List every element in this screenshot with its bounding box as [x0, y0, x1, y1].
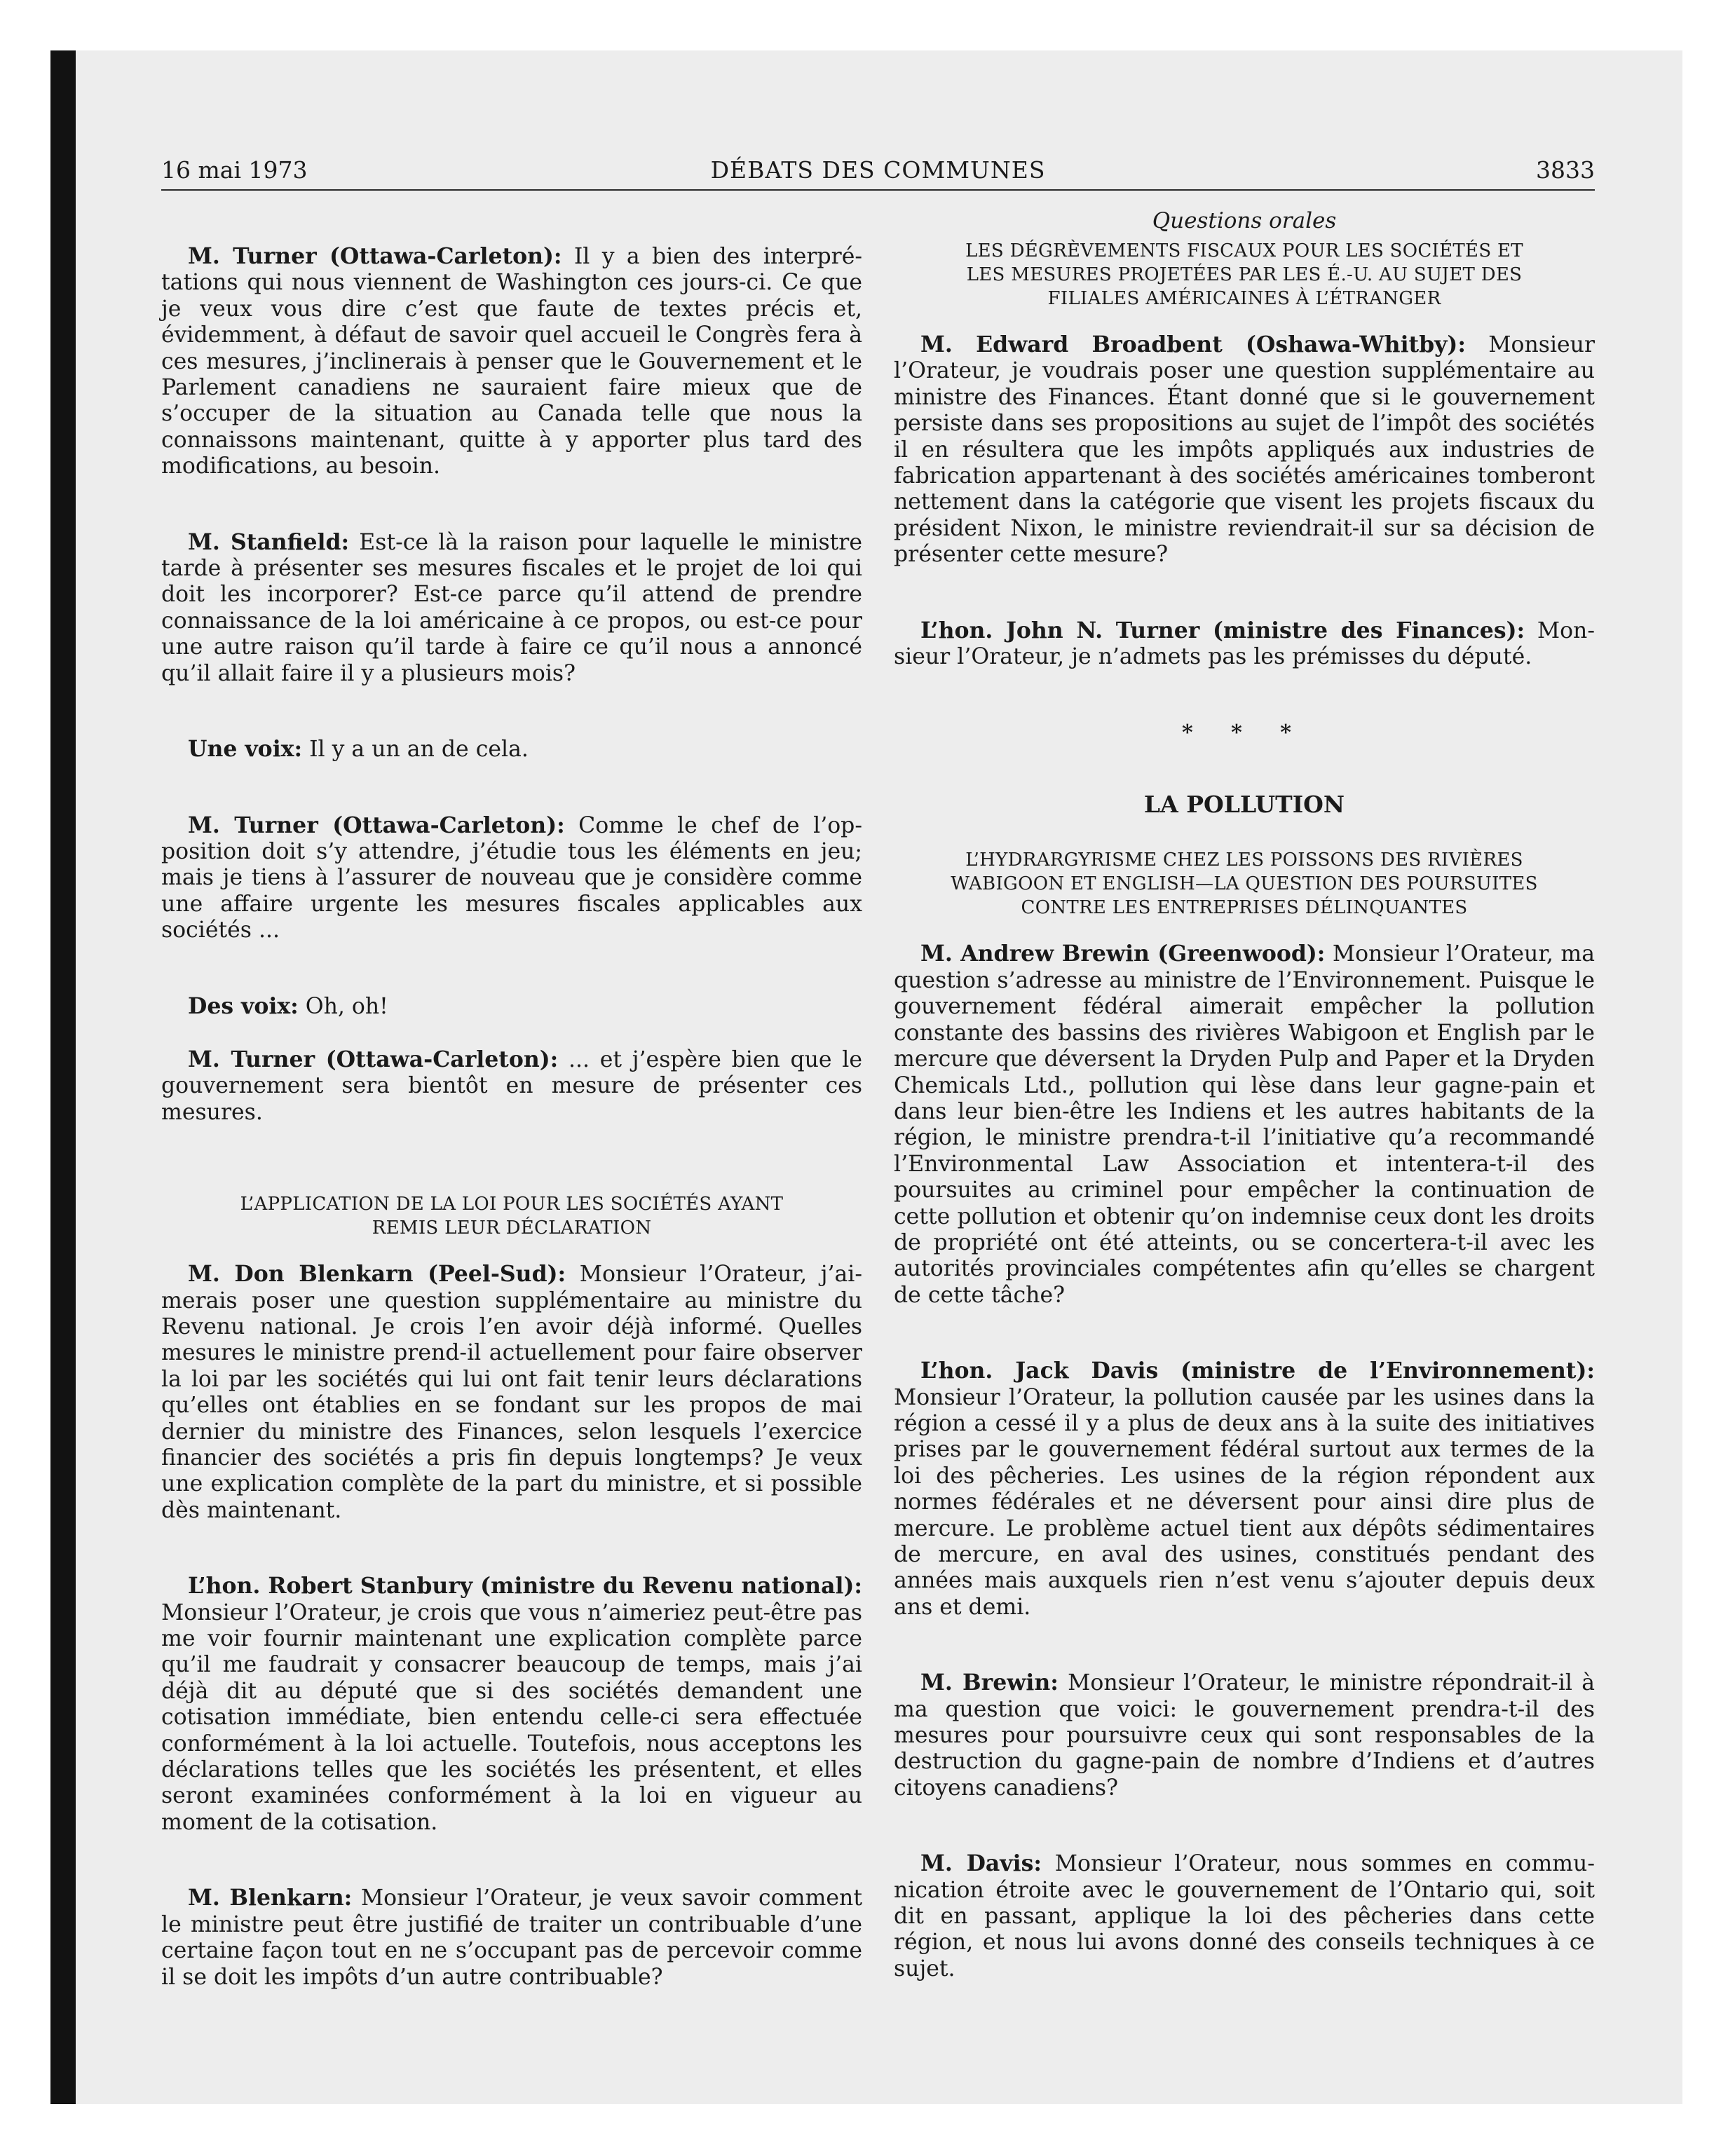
speech-paragraph [161, 1046, 862, 1126]
speaker-name: L’hon. Robert Stanbury (ministre du Revenu national): [188, 1573, 862, 1599]
speaker-name: M. Stanfield: [188, 528, 350, 555]
section-title: LA POLLUTION [1143, 791, 1345, 819]
speaker-name: M. Edward Broadbent (Oshawa-Whitby): [920, 332, 1466, 357]
subheading-line: CONTRE LES ENTREPRISES DÉLINQUANTES [1021, 897, 1468, 919]
speech-text: Est-ce là la raison pour laquelle le ministre tarde à présenter ses mesures fiscales et le projet de loi qui doit les incorporer? Est-ce parce qu’il attend de prendre connaissance de la loi américaine à ce propos, ou est-ce pour une autre raison qu’il tarde à faire ce qu’il nous a annoncé qu’il allait faire il y a plusieurs mois? [161, 529, 862, 686]
subheading-line: L’HYDRARGYRISME CHEZ LES POISSONS DES RIVIÈRES [965, 850, 1523, 871]
speech-text: Monsieur l’Orateur, je n’admets pas les prémisses du député. [894, 618, 1595, 670]
speech-paragraph [161, 993, 862, 1020]
speech-text: Oh, oh! [298, 993, 388, 1019]
speech-paragraph [161, 243, 862, 480]
speech-text: ... et j’espère bien que le gouvernement sera bientôt en mesure de présenter ces mesures. [161, 1046, 862, 1125]
speaker-name: M. Don Blenkarn (Peel-Sud): [188, 1261, 566, 1288]
speech-paragraph [894, 618, 1595, 671]
subheading-line: LES DÉGRÈVEMENTS FISCAUX POUR LES SOCIÉTÉS ET [965, 240, 1523, 261]
speech-text: Comme le chef de l’opposition doit s’y attendre, j’étudie tous les éléments en jeu; mais je tiens à l’assurer de nouveau que je considère comme une affaire urgente les mesures fiscales applicables aux sociétés ... [161, 812, 863, 943]
speech-text: Monsieur l’Orateur, le ministre répondrait-il à ma question que voici: le gouvernement prendra-t-il des mesures pour poursuivre ceux qui sont responsables de la destruction du gagne-pain de nombre d’Indiens et d’autres citoyens canadiens? [894, 1670, 1595, 1801]
speaker-name: M. Turner (Ottawa-Carleton): [188, 812, 565, 838]
speech-text: Monsieur l’Orateur, je veux savoir comment le ministre peut être justifié de traiter un contribuable d’une certaine façon tout en ne s’occupant pas de percevoir comme il se doit les impôts d’un autre contribuable? [161, 1885, 862, 1990]
speaker-name: M. Turner (Ottawa-Carleton): [188, 243, 562, 269]
subheading-line: FILIALES AMÉRICAINES À L’ÉTRANGER [1047, 288, 1441, 309]
speech-paragraph [894, 1670, 1595, 1801]
speech-paragraph [161, 529, 862, 687]
speech-paragraph [161, 1573, 862, 1836]
speaker-name: L’hon. John N. Turner (ministre des Finances): [920, 617, 1525, 643]
speech-paragraph [894, 1358, 1595, 1621]
subheading-line: L’APPLICATION DE LA LOI POUR LES SOCIÉTÉS AYANT [240, 1194, 784, 1215]
right-column [894, 207, 1595, 2031]
binding-edge [50, 50, 76, 2104]
speaker-name: Une voix: [188, 736, 303, 763]
rubric-title: Questions orales [1152, 208, 1337, 233]
speaker-name: M. Blenkarn: [188, 1885, 353, 1911]
speech-text: Monsieur l’Orateur, la pollution causée par les usines dans la région a cessé il y a plus de deux ans à la suite des initiatives prises par le gouvernement fédéral surtout aux termes de la loi des pêcheries. Les usines de la région répondent aux normes fédérales et ne déversent pour ainsi dire plus de mercure. Le problème actuel tient aux dépôts sédimentaires de mercure, en aval des usines, constitués pendant des années mais auxquels rien n’est venu s’ajouter depuis deux ans et demi. [894, 1384, 1595, 1620]
section-subheading [894, 848, 1595, 920]
speech-paragraph [161, 1261, 862, 1524]
subheading-line: WABIGOON ET ENGLISH—LA QUESTION DES POURSUITES [951, 873, 1538, 895]
left-column [161, 207, 862, 2040]
speaker-name: L’hon. Jack Davis (ministre de l’Environnement): [920, 1358, 1595, 1384]
header-title: DÉBATS DES COMMUNES [710, 156, 1046, 184]
speaker-name: M. Turner (Ottawa-Carleton): [188, 1046, 559, 1072]
speech-text: Monsieur l’Orateur, ma question s’adresse au ministre de l’Environnement. Puisque le gouvernement fédéral aimerait empêcher la pollution constante des bassins des rivières Wabigoon et English par le mercure que déversent la Dryden Pulp and Paper et la Dryden Chemicals Ltd., pollution qui lèse dans leur gagne-pain et dans leur bien-être les Indiens et les autres habitants de la région, le ministre prendra-t-il l’initiative qu’a recommandé l’Environmental Law Association et intentera-t-il des poursuites au criminel pour empêcher la continuation de cette pollution et obtenir qu’on indemnise ceux dont les droits de propriété ont été atteints, ou se concertera-t-il avec les autorités provinciales compétentes afin qu’elles se chargent de cette tâche? [894, 941, 1595, 1308]
header-date: 16 mai 1973 [161, 156, 308, 184]
speech-text: Monsieur l’Orateur, j’aimerais poser une question supplémentaire au ministre du Revenu national. Je crois l’en avoir déjà informé. Quelles mesures le ministre prend-il actuellement pour faire observer la loi par les sociétés qui lui ont fait tenir leurs déclarations qu’elles ont établies en se fondant sur les propos de mai dernier du ministre des Finances, selon lesquels l’exercice financier des sociétés a pris fin depuis longtemps? Je veux une explication complète de la part du ministre, et si possible dès maintenant. [161, 1262, 863, 1523]
speech-paragraph [894, 941, 1595, 1309]
speaker-name: M. Davis: [920, 1850, 1042, 1877]
speech-paragraph [161, 1885, 862, 1991]
speech-text: Monsieur l’Orateur, je crois que vous n’aimeriez peut-être pas me voir fournir maintenant une explication complète parce qu’il me faudrait y consacrer beaucoup de temps, mais j’ai déjà dit au député que si des sociétés demandent une cotisation immédiate, bien entendu celle-ci sera effectuée conformément à la loi actuelle. Toutefois, nous acceptons les déclarations telles que les sociétés les présentent, et elles seront examinées conformément à la loi en vigueur au moment de la cotisation. [161, 1599, 862, 1835]
subheading-line: LES MESURES PROJETÉES PAR LES É.-U. AU SUJET DES [966, 264, 1523, 285]
speaker-name: Des voix: [188, 992, 299, 1019]
speech-paragraph [894, 332, 1595, 568]
section-subheading [161, 1192, 862, 1240]
subheading-line: REMIS LEUR DÉCLARATION [372, 1217, 652, 1239]
speaker-name: M. Brewin: [920, 1670, 1059, 1696]
speech-paragraph [161, 812, 862, 944]
section-separator: * * * [1182, 721, 1307, 746]
speech-text: Il y a un an de cela. [302, 737, 529, 763]
speech-text: Monsieur l’Orateur, nous sommes en communication étroite avec le gouvernement de l’Ontario qui, soit dit en passant, applique la loi des pêcheries dans cette région, et nous lui avons donné des conseils techniques à ce sujet. [894, 1851, 1595, 1981]
speech-paragraph [894, 1850, 1595, 1982]
speaker-name: M. Andrew Brewin (Greenwood): [920, 941, 1326, 967]
header-page-number: 3833 [1536, 156, 1595, 184]
speech-text: Il y a bien des interprétations qui nous viennent de Washington ces jours-ci. Ce que je veux vous dire c’est que faute de textes précis et, évidemment, à défaut de savoir quel accueil le Congrès fera à ces mesures, j’inclinerais à penser que le Gouvernement et le Parlement canadiens ne sauraient faire mieux que de s’occuper de la situation au Canada telle que nous la connaissons maintenant, quitte à y apporter plus tard des modifications, au besoin. [161, 244, 862, 479]
speech-text: Monsieur l’Orateur, je voudrais poser une question supplémentaire au ministre des Finances. Étant donné que si le gouvernement persiste dans ses propositions au sujet de l’impôt des sociétés il en résultera que les impôts appliqués aux industries de fabrication appartenant à des sociétés américaines tomberont nettement dans la catégorie que visent les projets fiscaux du président Nixon, le ministre reviendrait-il sur sa décision de présenter cette mesure? [894, 332, 1595, 568]
section-subheading [894, 239, 1595, 311]
page-header [161, 153, 1595, 191]
speech-paragraph [161, 736, 862, 763]
